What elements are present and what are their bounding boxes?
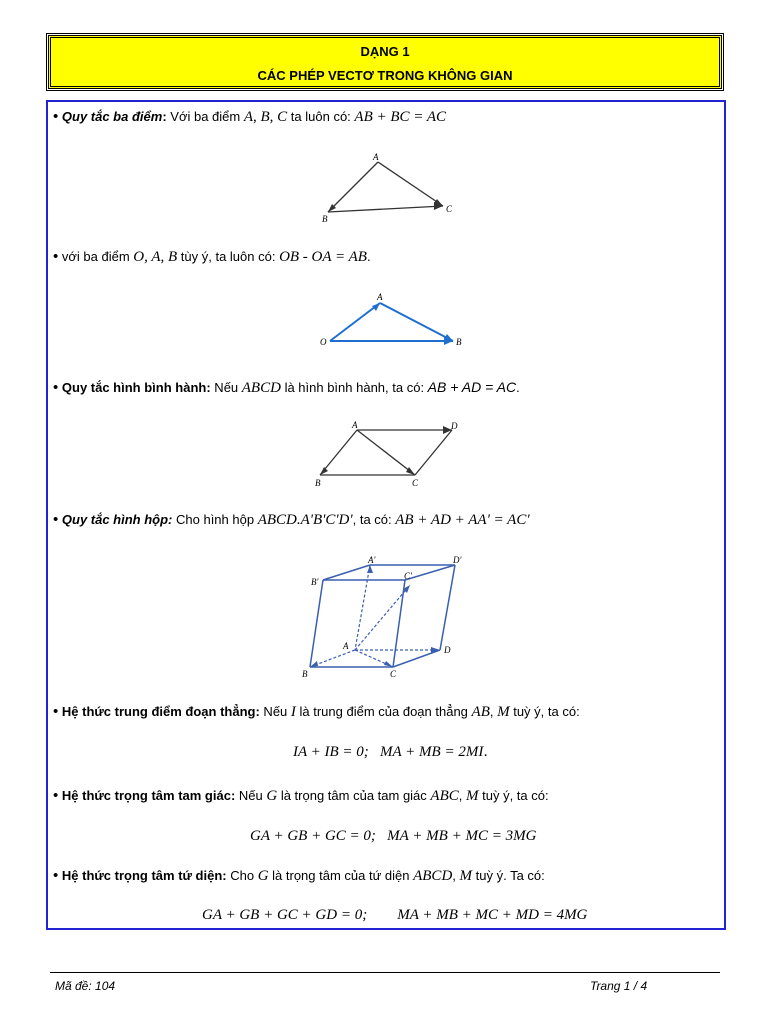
rule-text: là hình bình hành, ta có: [284,380,428,395]
point-label: C [446,204,453,214]
rule-text: là trọng tâm của tứ diện [272,868,414,883]
rule-formula: AB + AD = AC [427,379,517,395]
rule-var: I [290,704,296,720]
rule-title: Quy tắc hình hộp: [61,512,173,527]
title-banner [48,35,722,89]
rule-points: A, B, C [243,109,288,125]
point-label: C [412,478,419,488]
parallelogram-figure [312,420,462,490]
bullet-icon: • [53,787,59,804]
point-label: B [315,478,321,488]
title-line-1: DẠNG 1 [360,44,410,59]
period: . [366,249,371,264]
rule-tetrahedron-centroid [53,867,545,885]
rule-formula: IA + IB = 0; MA + MB = 2MI [293,744,484,760]
rule-text: Nếu [259,704,291,719]
rule-formula: GA + GB + GC + GD = 0; MA + MB + MC + MD = 4MG [202,907,588,923]
rule-difference [53,248,371,266]
bullet-icon: • [53,248,59,265]
point-label: A [377,292,383,302]
point-label: A' [368,555,376,565]
rule-var: AB [471,704,490,720]
rule-text: , ta có: [352,512,396,527]
rule-title: Hệ thức trọng tâm tứ diện: [61,868,227,883]
rule-three-points [53,108,446,126]
rule-text: Nếu [235,788,267,803]
triangle-centroid-formula [250,827,536,845]
rule-var: ABCD [413,868,453,884]
rule-text: là trọng tâm của tam giác [280,788,431,803]
separator: , [458,788,466,803]
bullet-icon: • [53,511,59,528]
rule-formula: GA + GB + GC = 0; MA + MB + MC = 3MG [250,828,537,844]
rule-text: Nếu [210,380,242,395]
parallelepiped-figure [302,555,465,680]
rule-text: tuỳ ý. Ta có: [475,868,545,883]
rule-shape: ABCD.A'B'C'D' [257,512,353,528]
rule-text: tuỳ ý, ta có: [513,704,580,719]
rule-colon: : [206,380,211,395]
footer-page-number: Trang 1 / 4 [590,979,648,993]
rule-text: Cho hình hộp [172,512,258,527]
period: . [516,380,520,395]
point-label: O [320,337,327,347]
rule-title: Hệ thức trọng tâm tam giác: [61,788,236,803]
triangle-figure [318,150,458,225]
rule-text: ta luôn có: [290,109,355,124]
point-label: D [444,645,451,655]
separator: , [489,704,498,719]
footer-divider [50,972,720,973]
separator: , [452,868,460,883]
rule-var: M [497,704,510,720]
point-label: B [456,337,462,347]
rule-title: Quy tắc hình bình hành [61,380,207,395]
title-line-2: CÁC PHÉP VECTƠ TRONG KHÔNG GIAN [257,68,513,83]
point-label: B [302,669,308,679]
rule-text: với ba điểm [58,249,134,264]
rule-text: Cho [226,868,258,883]
rule-formula: OB - OA = AB [279,249,367,265]
point-label: A [352,420,358,430]
rule-text: Với ba điểm [166,109,244,124]
bullet-icon: • [53,867,59,884]
rule-formula: AB + BC = AC [354,109,447,125]
rule-triangle-centroid [53,787,549,805]
point-label: C [390,669,397,679]
rule-title: Hệ thức trung điểm đoạn thẳng: [61,704,260,719]
point-label: A [343,641,349,651]
period: . [483,743,488,760]
rule-parallelogram [53,379,520,397]
rule-formula: AB + AD + AA' = AC' [395,512,530,528]
rule-var: M [459,868,473,884]
point-label: D' [453,555,462,565]
tetrahedron-centroid-formula [202,906,587,924]
rule-var: G [266,788,278,804]
point-label: A [373,152,379,162]
rule-box [53,511,530,529]
rule-title: Quy tắc ba điểm [61,109,163,124]
midpoint-formula [293,743,488,761]
triangle-oab-figure [318,293,468,348]
rule-var: ABC [430,788,459,804]
rule-midpoint [53,703,580,721]
bullet-icon: • [53,379,59,396]
rule-var: M [465,788,479,804]
rule-text: là trung điểm của đoạn thẳng [299,704,472,719]
rule-text: tùy ý, ta luôn có: [180,249,280,264]
rule-colon: : [162,109,167,124]
bullet-icon: • [53,108,59,125]
point-label: B [322,214,328,224]
footer-code: Mã đề: 104 [55,979,116,993]
point-label: D [451,421,458,431]
point-label: B' [311,577,319,587]
rule-var: G [257,868,269,884]
rule-points: O, A, B [133,249,178,265]
rule-shape: ABCD [241,380,281,396]
bullet-icon: • [53,703,59,720]
point-label: C' [404,571,412,581]
rule-text: tuỳ ý, ta có: [482,788,549,803]
